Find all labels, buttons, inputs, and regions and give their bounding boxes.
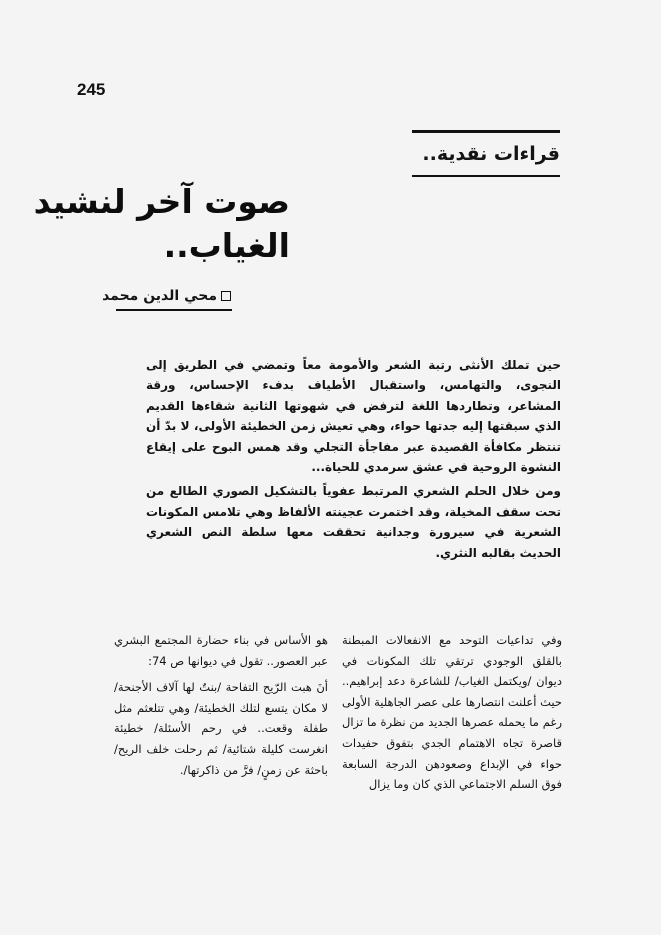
page-number: 245: [77, 80, 106, 99]
square-bullet-icon: [221, 291, 231, 301]
article-title: [34, 180, 290, 268]
body-paragraph-continued: هو الأساس في بناء حضارة المجتمع البشري عبر العصور.. تقول في ديوانها ص 74:: [114, 633, 328, 668]
intro-paragraph-1: حين تملك الأنثى رتبة الشعر والأمومة معاً وتمضي في الطريق إلى النجوى، والتهامس، واستقبال الأطياف بدفء الإحساس، ورقة المشاعر، وتطاردها اللغة لترفض في شهوتها الثانية شقاءها القديم الذي سبقتها إليه جدتها حواء، وهي تعيش زمن الخطيئة الأولى، لا بدّ أن تنتظر مكافأة القصيدة عبر مفاجأة التجلي وقد همس البوح على إيقاع النشوة الروحية في عشق سرمدي للحياة...: [146, 358, 561, 475]
body-column-right: [342, 630, 562, 795]
article-title-line-1: صوت آخر لنشيد: [33, 182, 290, 221]
poem-quote: أنَ هبت الرّيح التفاحة /بنتٌ لها آلاف الأجنحة/ لا مكان يتسع لتلك الخطيئة/ وهي تتلعثم مثل طفلة وقعت.. في رحم الأسئلة/ خطيئة انغرست كليلة شتائية/ ثم رحلت خلف الريح/ باحثة عن زمنٍ/ فرَّ من ذاكرتها/.: [114, 680, 328, 777]
author-byline: [102, 288, 231, 304]
intro-paragraph-2: ومن خلال الحلم الشعري المرتبط عفوياً بالتشكيل الصوري الطالع من تحت سقف المخيلة، وقد اختمرت عجينته الألفاظ وهي تلامس المكونات الشعرية في سيرورة وجدانية تحققت معها سلطة النص الشعري الحديث بقالبه النثري.: [146, 484, 561, 560]
section-rule-top: [412, 130, 560, 133]
section-rule-bottom: [412, 175, 560, 177]
body-column-left: [114, 630, 328, 780]
section-title: قراءات نقدية..: [422, 143, 560, 165]
article-title-line-2: الغياب..: [163, 226, 290, 265]
intro-paragraphs: [146, 355, 561, 563]
body-paragraph: وفي تداعيات التوحد مع الانفعالات المبطنة بالقلق الوجودي ترتقي تلك المكونات في ديوان /ويكتمل الغياب/ للشاعرة دعد إبراهيم.. حيث أعلنت انتصارها على عصر الجاهلية الأولى رغم ما يحمله عصرها الجديد من نظرة ما تزال قاصرة تجاه الاهتمام الجدي بتفوق حفيدات حواء في الإبداع وصعودهن الدرجة السابعة فوق السلم الاجتماعي الذي كان وما يزال: [342, 633, 562, 792]
author-name: محي الدين محمد: [102, 288, 217, 304]
author-rule: [116, 309, 232, 311]
